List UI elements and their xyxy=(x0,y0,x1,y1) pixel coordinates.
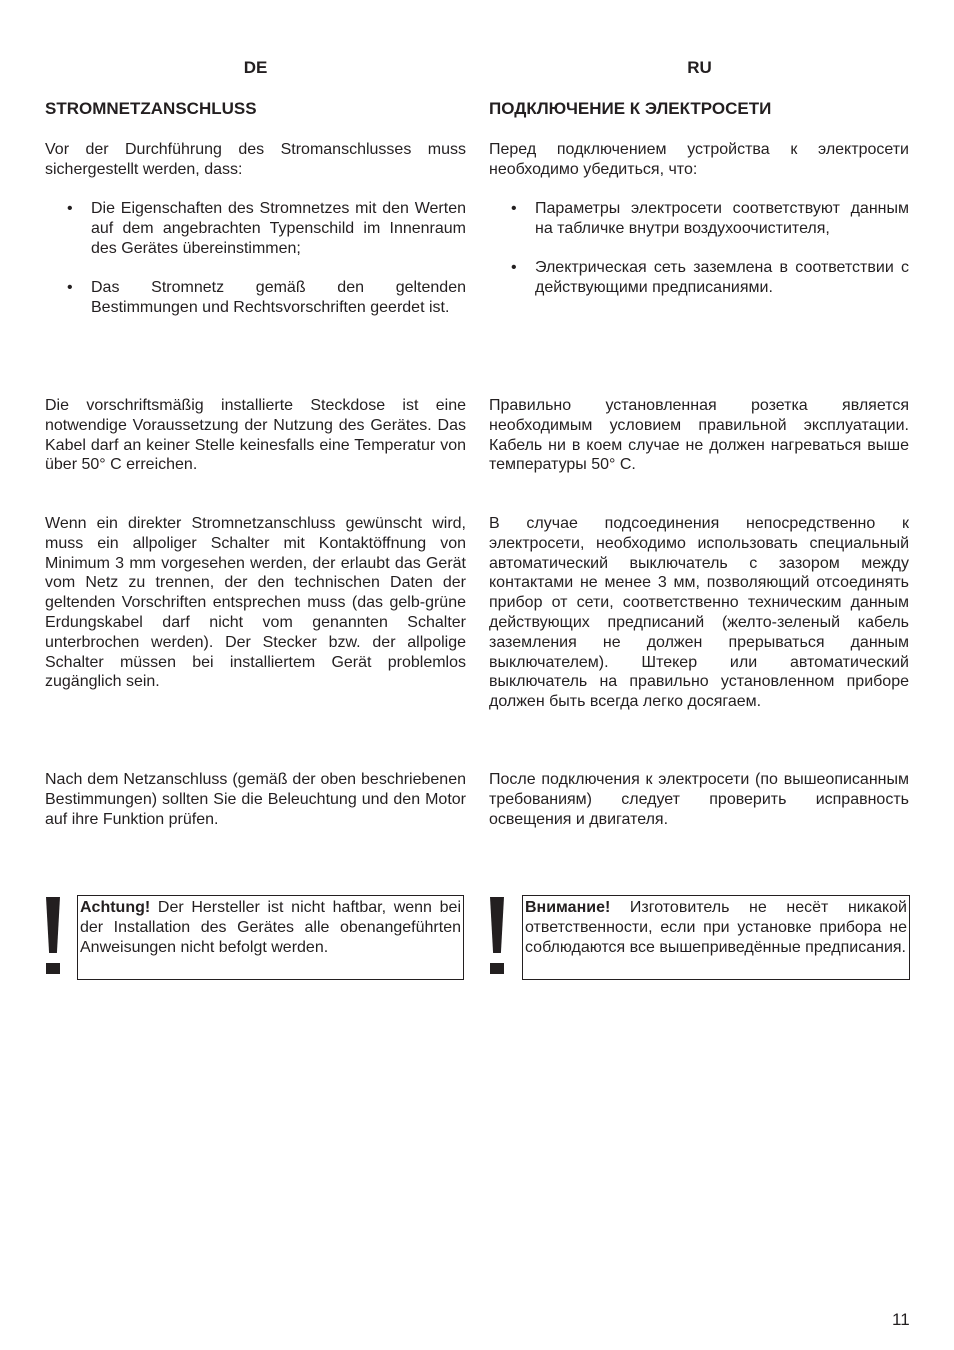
bullet-icon: • xyxy=(67,200,73,217)
page-number: 11 xyxy=(892,1310,910,1329)
warning-box xyxy=(522,895,910,980)
list-item: • Das Stromnetz gemäß den geltenden Bestimmungen und Rechtsvorschriften geerdet ist. xyxy=(67,279,466,316)
intro-paragraph: Vor der Durchführung des Stromanschlusses muss sichergestellt werden, dass: xyxy=(45,141,466,178)
requirements-list xyxy=(45,199,466,318)
function-check-paragraph: После подключения к электросети (по вышеописанным требованиям) следует проверить исправность освещения и двигателя. xyxy=(489,771,909,828)
bullet-icon: • xyxy=(511,259,517,277)
warning-box xyxy=(77,895,464,980)
direct-connection-paragraph: Wenn ein direkter Stromnetzanschluss gewünscht wird, muss ein allpoliger Schalter mit Kontaktöffnung von Minimum 3 mm vorgesehen werden, der erlaubt das Gerät vom Netz zu trennen, der den technischen Daten der geltenden Vorschriften entsprechen muss (das gelb-grüne Erdungskabel darf nicht vom genannten Schalter unterbrochen werden). Der Stecker bzw. der allpolige Schalter müssen bei installiertem Gerät problemlos zugänglich sein. xyxy=(45,515,466,691)
requirements-list xyxy=(489,199,909,298)
warning-text: Der Hersteller ist nicht haftbar, wenn bei der Installation des Gerätes alle obenangeführten Anweisungen nicht befolgt werden. xyxy=(80,899,461,956)
direct-connection-paragraph: В случае подсоединения непосредственно к электросети, необходимо использовать специальный автоматический выключатель с зазором между контактами не менее 3 мм, позволяющий отсоединять прибор от сети, соответственно техническим данным действующих предписаний (желто-зеленый кабель заземления не должен прерываться данным выключателем). Штекер или автоматический выключатель на правильно установленном приборе должен быть всегда легко досягаем. xyxy=(489,515,909,711)
intro-paragraph: Перед подключением устройства к электросети необходимо убедиться, что: xyxy=(489,141,909,178)
list-item: • Электрическая сеть заземлена в соответствии с действующими предписаниями. xyxy=(511,259,909,297)
socket-paragraph: Die vorschriftsmäßig installierte Steckdose ist eine notwendige Voraussetzung der Nutzung des Gerätes. Das Kabel darf an keiner Stelle keinesfalls eine Temperatur von über 50° C erreichen. xyxy=(45,397,466,474)
section-heading: STROMNETZANSCHLUSS xyxy=(45,99,257,118)
warning-text: Изготовитель не несёт никакой ответственности, если при установке прибора не соблюдаются все вышеприведённые предписания. xyxy=(525,899,907,956)
function-check-paragraph: Nach dem Netzanschluss (gemäß der oben beschriebenen Bestimmungen) sollten Sie die Beleuchtung und den Motor auf ihre Funktion prüfen. xyxy=(45,771,466,828)
warning-label: Achtung! xyxy=(80,899,151,916)
language-label: DE xyxy=(243,58,268,77)
warning-label: Внимание! xyxy=(525,899,611,916)
list-item: • Параметры электросети соответствуют данным на табличке внутри воздухоочистителя, xyxy=(511,200,909,237)
language-label: RU xyxy=(687,58,712,77)
section-heading: ПОДКЛЮЧЕНИЕ К ЭЛЕКТРОСЕТИ xyxy=(489,99,772,118)
list-item: • Die Eigenschaften des Stromnetzes mit den Werten auf dem angebrachten Typenschild im Innenraum des Gerätes übereinstimmen; xyxy=(67,200,466,257)
bullet-icon: • xyxy=(511,200,517,217)
socket-paragraph: Правильно установленная розетка является необходимым условием правильной эксплуатации. Кабель ни в коем случае не должен нагреваться выше температуры 50° C. xyxy=(489,397,909,474)
bullet-icon: • xyxy=(67,279,73,297)
